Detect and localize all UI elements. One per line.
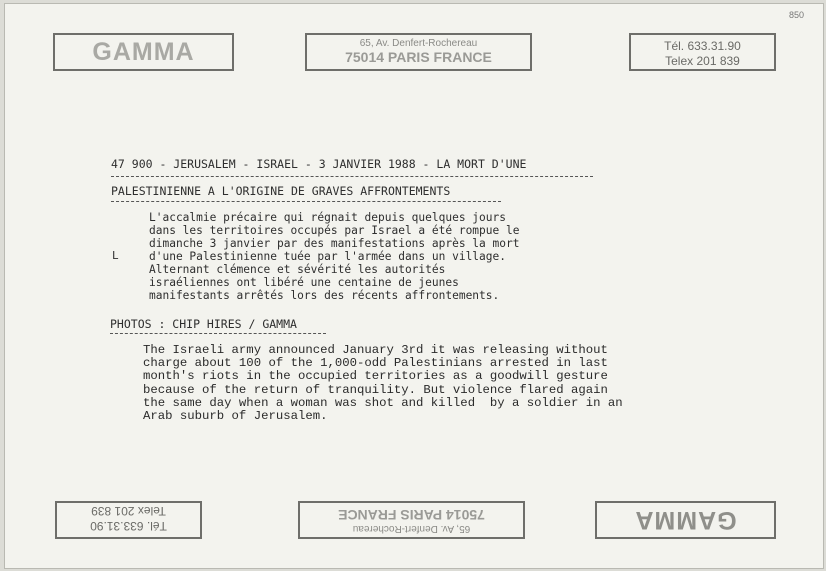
corner-note: 850 bbox=[789, 10, 805, 20]
divider bbox=[111, 201, 501, 202]
french-line: Alternant clémence et sévérité les autorités bbox=[149, 263, 446, 276]
telex-inverted: Telex 201 839 bbox=[91, 504, 166, 518]
photo-credit: PHOTOS : CHIP HIRES / GAMMA bbox=[110, 317, 297, 331]
address-city-inverted: 75014 PARIS FRANCE bbox=[338, 507, 485, 523]
french-line: dimanche 3 janvier par des manifestations après la mort bbox=[149, 237, 520, 250]
telephone: Tél. 633.31.90 bbox=[664, 39, 741, 53]
english-line: because of the return of tranquility. But violence flared again bbox=[143, 383, 608, 397]
french-line: manifestants arrêtés lors des récents affrontements. bbox=[149, 289, 500, 302]
contact-box bbox=[629, 33, 776, 71]
address-street: 65, Av. Denfert-Rochereau bbox=[359, 38, 478, 49]
headline-line-2: PALESTINIENNE A L'ORIGINE DE GRAVES AFFRONTEMENTS bbox=[111, 184, 451, 198]
french-line: L'accalmie précaire qui régnait depuis quelques jours bbox=[149, 211, 506, 224]
english-line: Arab suburb of Jerusalem. bbox=[143, 409, 328, 423]
telex: Telex 201 839 bbox=[665, 54, 740, 68]
address-street-inverted: 65, Av. Denfert-Rochereau bbox=[352, 523, 471, 534]
english-line: The Israeli army announced January 3rd it was releasing without bbox=[143, 343, 608, 357]
contact-box-inverted bbox=[55, 501, 202, 539]
margin-mark: L bbox=[112, 249, 119, 262]
press-photo-caption-sheet bbox=[4, 3, 824, 569]
english-line: charge about 100 of the 1,000-odd Palestinians arrested in last bbox=[143, 356, 608, 370]
divider bbox=[110, 333, 326, 334]
french-line: israéliennes ont libéré une centaine de jeunes bbox=[149, 276, 459, 289]
french-line: d'une Palestinienne tuée par l'armée dans un village. bbox=[149, 250, 506, 263]
gamma-logo: GAMMA bbox=[92, 38, 195, 66]
address-box bbox=[305, 33, 532, 71]
telephone-inverted: Tél. 633.31.90 bbox=[90, 519, 167, 533]
address-box-inverted bbox=[298, 501, 525, 539]
gamma-logo-box-inverted bbox=[595, 501, 776, 539]
divider bbox=[111, 176, 593, 177]
english-line: month's riots in the occupied territories as a goodwill gesture bbox=[143, 369, 608, 383]
gamma-logo-inverted: GAMMA bbox=[634, 506, 737, 534]
address-city: 75014 PARIS FRANCE bbox=[345, 49, 492, 65]
headline-line-1: 47 900 - JERUSALEM - ISRAEL - 3 JANVIER 1988 - LA MORT D'UNE bbox=[111, 157, 527, 171]
english-line: the same day when a woman was shot and killed by a soldier in an bbox=[143, 396, 623, 410]
gamma-logo-box bbox=[53, 33, 234, 71]
french-line: dans les territoires occupés par Israel a été rompue le bbox=[149, 224, 520, 237]
